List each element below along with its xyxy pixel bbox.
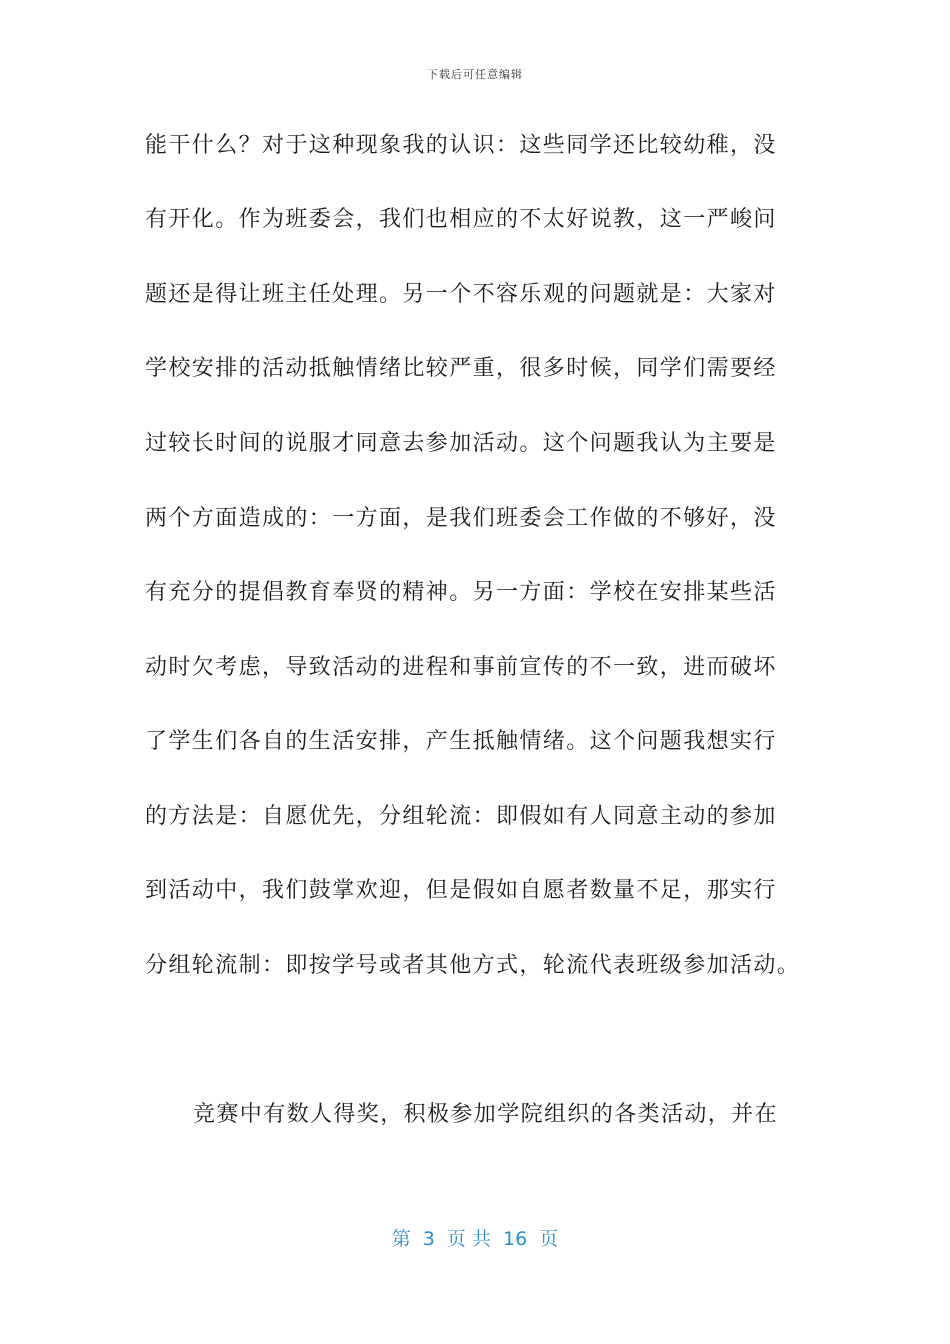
paragraph-line: 能干什么？对于这种现象我的认识：这些同学还比较幼稚，没 bbox=[145, 133, 777, 158]
paragraph-line: 有充分的提倡教育奉贤的精神。另一方面：学校在安排某些活 bbox=[145, 580, 777, 605]
paragraph-line: 分组轮流制：即按学号或者其他方式，轮流代表班级参加活动。 bbox=[145, 953, 801, 978]
paragraph-line: 有开化。作为班委会，我们也相应的不太好说教，这一严峻问 bbox=[145, 207, 777, 232]
paragraph-first-line: 竞赛中有数人得奖，积极参加学院组织的各类活动，并在 bbox=[193, 1102, 779, 1127]
page-footer: 第 3 页 共 16 页 bbox=[391, 1228, 559, 1250]
paragraph-line: 到活动中，我们鼓掌欢迎，但是假如自愿者数量不足，那实行 bbox=[145, 878, 777, 903]
paragraph-line: 题还是得让班主任处理。另一个不容乐观的问题就是：大家对 bbox=[145, 282, 777, 307]
page-header: 下载后可任意编辑 bbox=[427, 68, 523, 81]
paragraph-line: 学校安排的活动抵触情绪比较严重，很多时候，同学们需要经 bbox=[145, 356, 777, 381]
paragraph-line: 过较长时间的说服才同意去参加活动。这个问题我认为主要是 bbox=[145, 431, 777, 456]
paragraph-line: 的方法是：自愿优先，分组轮流：即假如有人同意主动的参加 bbox=[145, 804, 777, 829]
paragraph-line: 了学生们各自的生活安排，产生抵触情绪。这个问题我想实行 bbox=[145, 729, 777, 754]
paragraph-line: 两个方面造成的：一方面，是我们班委会工作做的不够好，没 bbox=[145, 506, 777, 531]
paragraph-line: 动时欠考虑，导致活动的进程和事前宣传的不一致，进而破坏 bbox=[145, 655, 777, 680]
